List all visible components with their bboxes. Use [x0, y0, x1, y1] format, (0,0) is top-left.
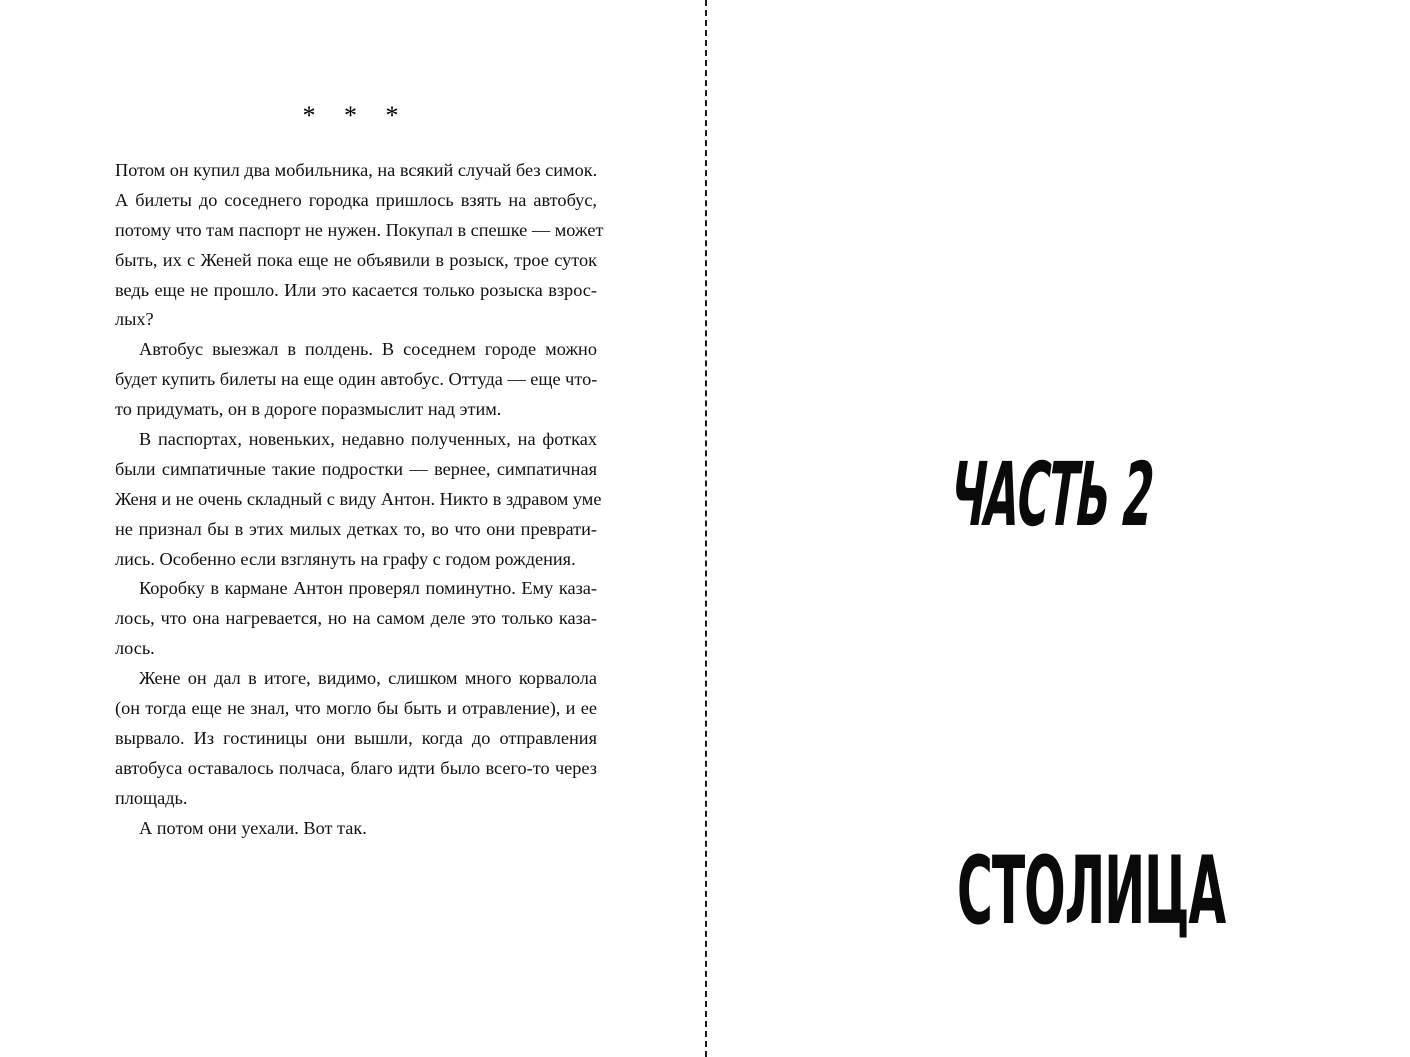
- paragraph: [115, 574, 597, 664]
- text-line: автобуса оставалось полчаса, благо идти было всего-то через: [115, 757, 597, 778]
- text-line: были симпатичные такие подростки — вернее, симпатичная: [115, 458, 597, 479]
- text-line: лось.: [115, 638, 155, 659]
- text-line: Автобус выезжал в полдень. В соседнем городе можно: [139, 339, 597, 360]
- text-line: не признал бы в этих милых детках то, во что они преврати-: [115, 518, 597, 539]
- chapter-title: СТОЛИЦА: [957, 837, 1226, 946]
- paragraph: [115, 156, 604, 335]
- text-line: В паспортах, новеньких, недавно полученных, на фотках: [139, 429, 597, 450]
- part-title: ЧАСТЬ 2: [943, 443, 1160, 546]
- section-separator: * * *: [302, 101, 410, 130]
- text-line: будет купить билеты на еще один автобус. Оттуда — еще что-: [115, 369, 598, 390]
- text-line: потому что там паспорт не нужен. Покупал в спешке — может: [115, 219, 604, 240]
- text-line: Жене он дал в итоге, видимо, слишком много корвалола: [139, 668, 597, 689]
- body-text: [115, 156, 604, 843]
- text-line: вырвало. Из гостиницы они вышли, когда до отправления: [115, 727, 597, 748]
- text-line: лых?: [115, 309, 154, 330]
- text-line: ведь еще не прошло. Или это касается только розыска взрос-: [115, 279, 597, 300]
- text-line: А билеты до соседнего городка пришлось взять на автобус,: [115, 189, 597, 210]
- text-line: (он тогда еще не знал, что могло бы быть и отравление), и ее: [115, 698, 597, 719]
- text-line: А потом они уехали. Вот так.: [139, 817, 367, 838]
- text-line: площадь.: [115, 787, 188, 808]
- text-line: быть, их с Женей пока еще не объявили в розыск, трое суток: [115, 249, 597, 270]
- paragraph: [115, 335, 597, 425]
- paragraph: [115, 425, 602, 574]
- text-line: Женя и не очень складный с виду Антон. Никто в здравом уме: [115, 488, 602, 509]
- text-line: лось, что она нагревается, но на самом деле это только каза-: [115, 608, 597, 629]
- text-line: то придумать, он в дороге поразмыслит над этим.: [115, 399, 502, 420]
- text-line: Коробку в кармане Антон проверял поминутно. Ему каза-: [139, 578, 597, 599]
- paragraph: [115, 664, 597, 813]
- text-line: лись. Особенно если взглянуть на графу с годом рождения.: [115, 548, 576, 569]
- text-line: Потом он купил два мобильника, на всякий случай без симок.: [115, 160, 598, 180]
- paragraph: [115, 814, 597, 844]
